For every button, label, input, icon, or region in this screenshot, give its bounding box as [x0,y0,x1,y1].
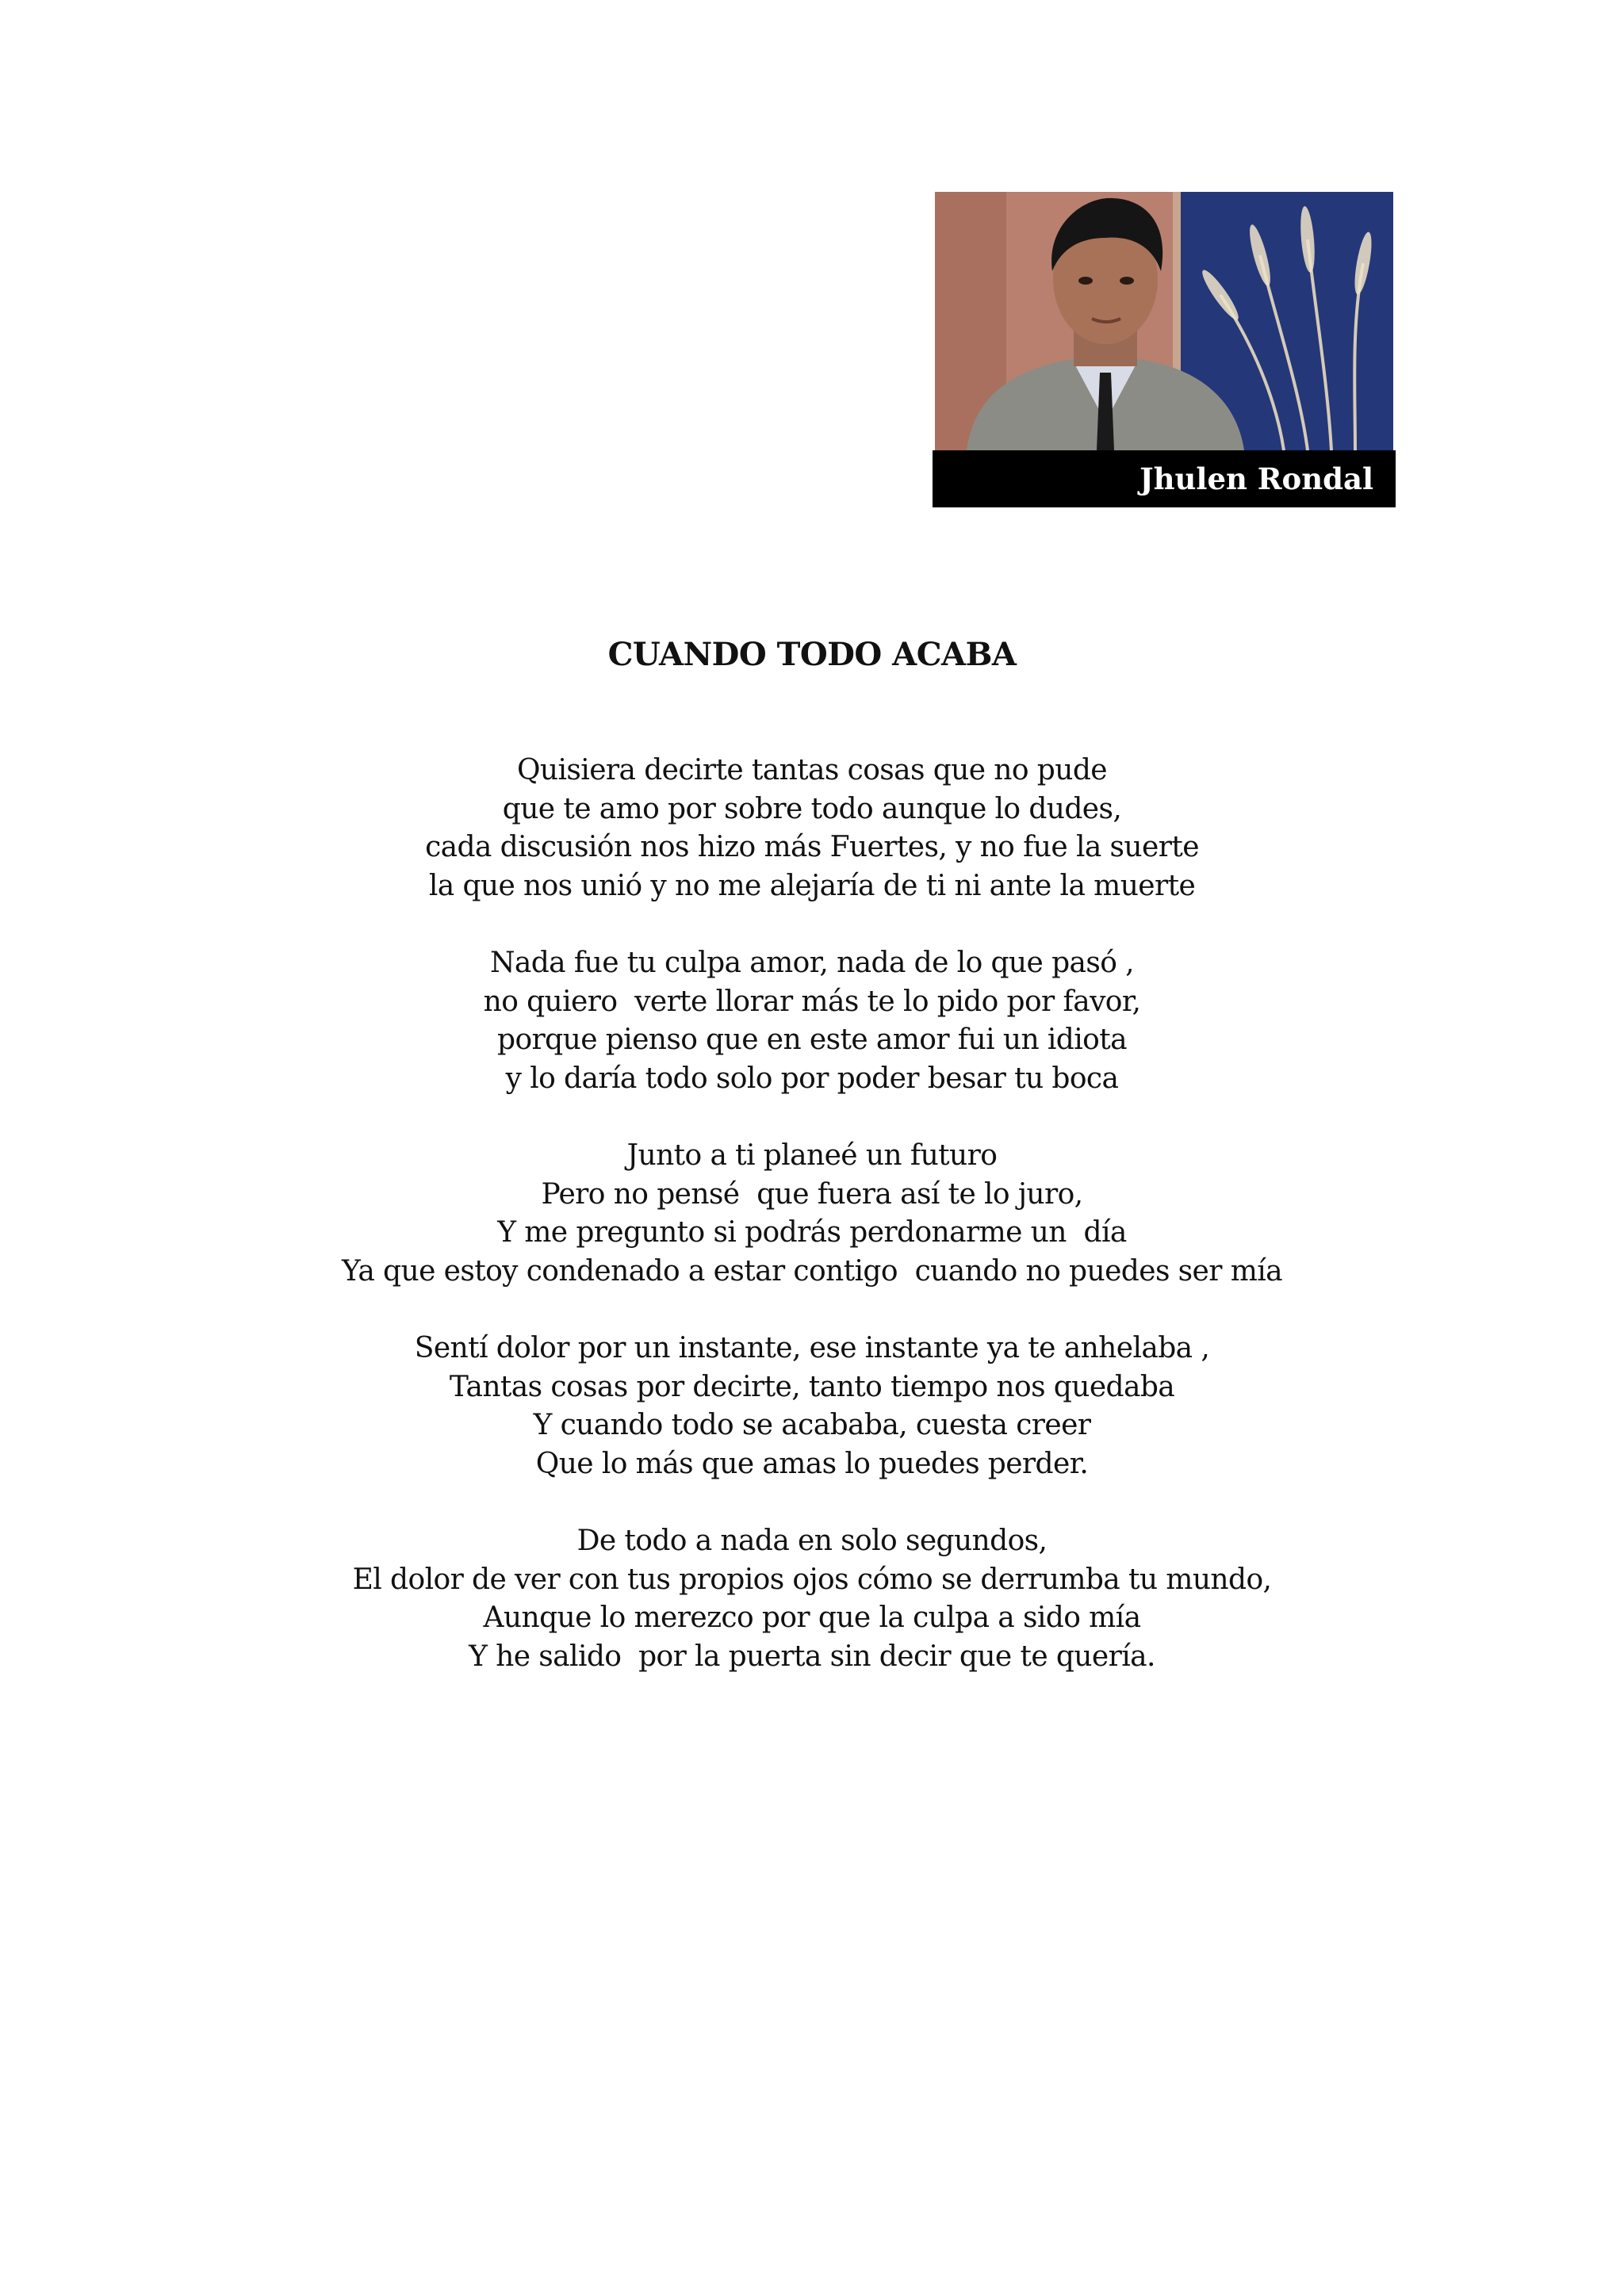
verse: Que lo más que amas lo puedes perder. [535,1447,1089,1480]
verse: Nada fue tu culpa amor, nada de lo que pasó , [489,947,1135,979]
verse: no quiero verte llorar más te lo pido por favor, [483,985,1141,1018]
author-photo [935,192,1393,450]
verse: porque pienso que en este amor fui un idiota [497,1024,1127,1056]
stanza-1 [0,752,1624,905]
author-portrait-icon [935,192,1393,450]
stanza-3 [0,1137,1624,1291]
verse: Aunque lo merezco por que la culpa a sido mía [483,1601,1141,1634]
verse: Pero no pensé que fuera así te lo juro, [541,1177,1083,1211]
verse: Sentí dolor por un instante, ese instante ya te anhelaba , [414,1332,1210,1364]
verse: la que nos unió y no me alejaría de ti ni ante la muerte [428,869,1196,902]
verse: El dolor de ver con tus propios ojos cómo se derrumba tu mundo, [352,1563,1272,1596]
verse: Quisiera decirte tantas cosas que no pude [517,754,1107,786]
verse: De todo a nada en solo segundos, [576,1525,1048,1557]
verse: Junto a ti planeé un futuro [626,1139,998,1172]
verse: Y me pregunto si podrás perdonarme un día [497,1216,1127,1249]
verse: Y he salido por la puerta sin decir que te quería. [469,1640,1155,1673]
stanza-4 [0,1330,1624,1483]
verse: Tantas cosas por decirte, tanto tiempo nos quedaba [449,1370,1175,1403]
author-caption [933,450,1396,507]
author-card [933,192,1396,507]
verse: Ya que estoy condenado a estar contigo cuando no puedes ser mía [341,1254,1283,1288]
poem-title: CUANDO TODO ACABA [607,636,1017,673]
stanza-2 [0,944,1624,1098]
author-name: Jhulen Rondal [1139,461,1373,496]
verse: que te amo por sobre todo aunque lo dudes, [502,792,1122,825]
verse: Y cuando todo se acababa, cuesta creer [533,1409,1091,1441]
verse: cada discusión nos hizo más Fuertes, y no fue la suerte [425,831,1199,863]
stanza-5 [0,1522,1624,1676]
poem-body [0,752,1624,1715]
verse: y lo daría todo solo por poder besar tu boca [505,1062,1119,1095]
